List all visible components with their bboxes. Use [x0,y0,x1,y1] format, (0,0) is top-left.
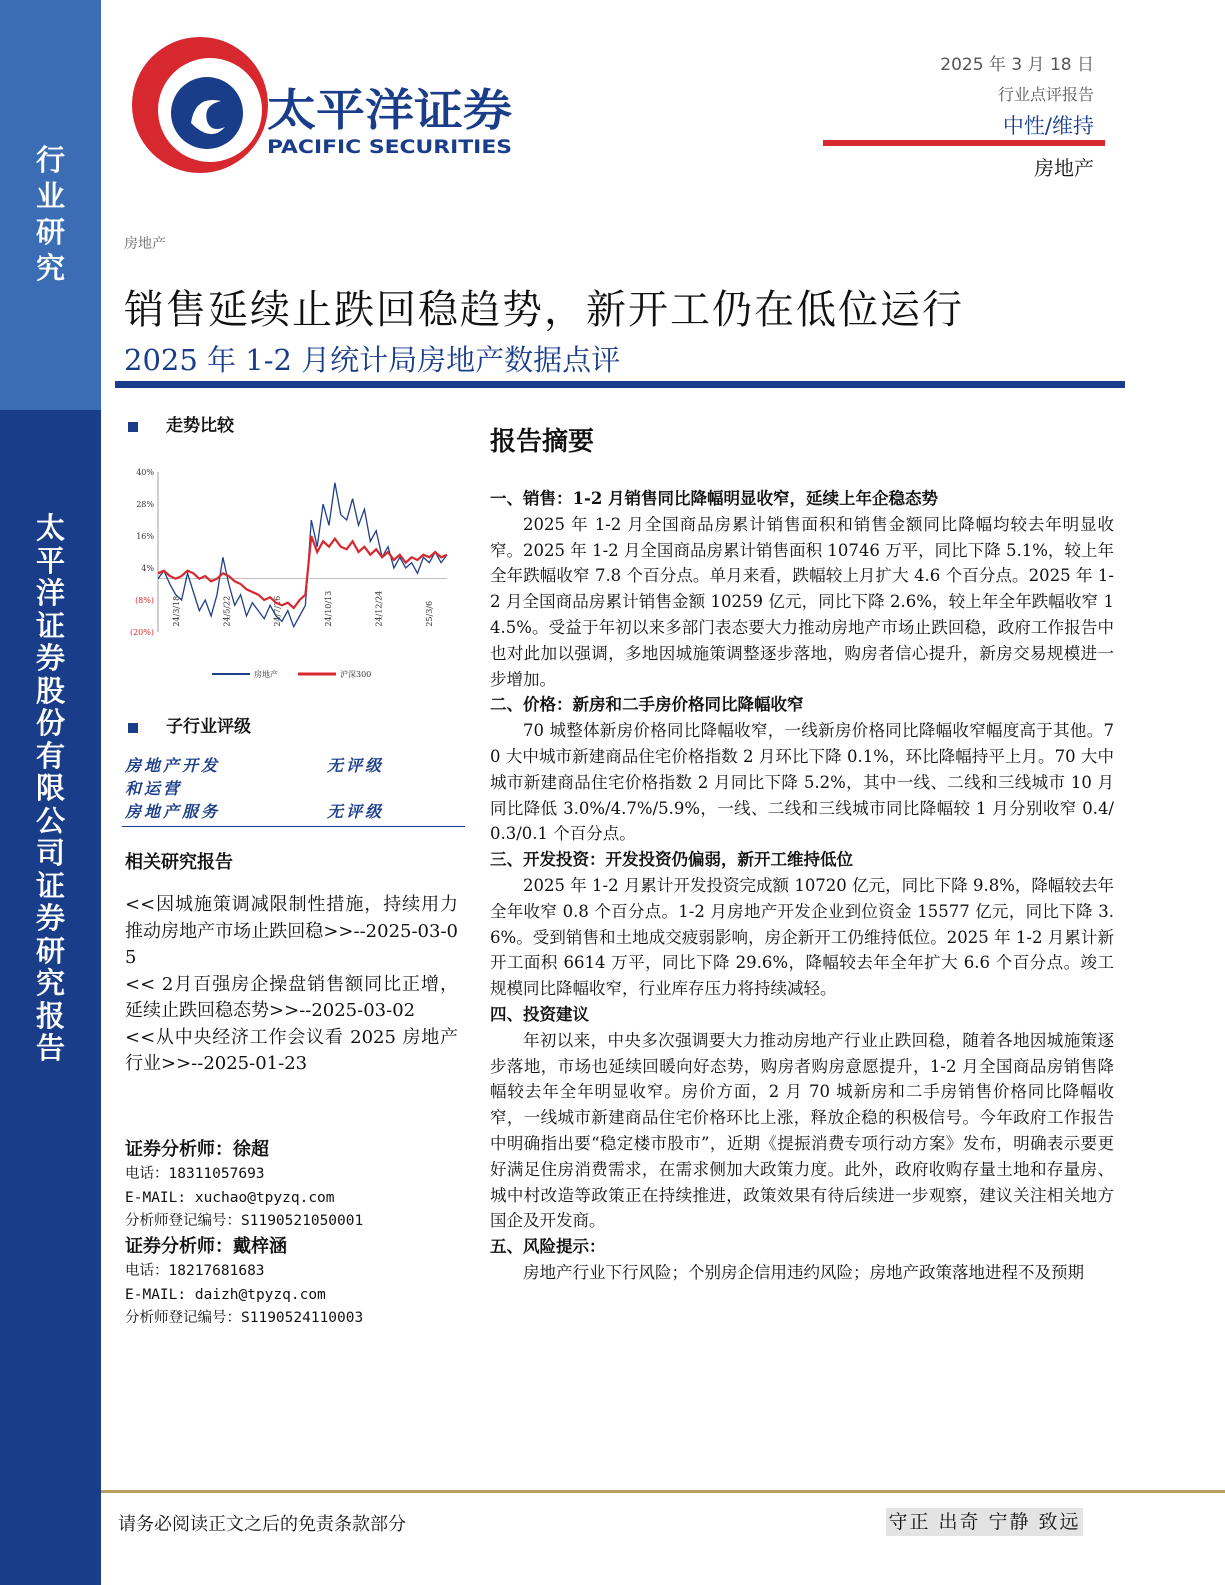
x-tick-label: 25/3/6 [425,600,434,627]
y-tick-label: 40% [136,468,154,477]
legend-label-2: 沪深300 [340,670,372,679]
y-tick-label: 4% [141,564,154,573]
analyst-name: 证券分析师：戴梓涵 [125,1236,287,1257]
x-tick-label: 24/3/18 [172,595,181,627]
square-bullet-icon [128,723,138,733]
abstract-body [490,486,1114,1286]
section-text: 年初以来，中央多次强调要大力推动房地产行业止跌回稳，随着各地因城施策逐步落地，市场也延续回暖向好态势，购房者购房意愿提升，1-2 月全国商品房销售降幅较去年全年明显收窄。房价方面，2 月 70 城新房和二手房销售价格同比降幅收窄，一线城市新建商品住宅价格环比上涨，释放企稳的积极信号。今年政府工作报告中明确指出要“稳定楼市股市”，近期《提振消费专项行动方案》发布，明确表示要更好满足住房消费需求，在需求侧加大政策力度。此外，政府收购存量土地和存量房、城中村改造等政策正在持续推进，政策效果有待后续进一步观察，建议关注相关地方国企及开发商。 [490,1030,1114,1231]
analyst-name: 证券分析师：徐超 [125,1139,269,1160]
section-heading: 三、开发投资：开发投资仍偏弱，新开工维持低位 [490,850,853,870]
table-row: 和运营 [125,779,183,798]
series-line-2 [158,536,447,608]
footer-divider [101,1490,1225,1493]
footer-motto: 守正 出奇 宁静 致远 [886,1508,1083,1536]
y-tick-label: 28% [136,500,154,509]
section-heading: 二、价格：新房和二手房价格同比降幅收窄 [490,695,804,715]
sidebar-industry-research: 行 业 研 究 [35,143,65,285]
legend-label-1: 房地产 [254,670,278,679]
title-divider [115,381,1125,388]
section-text: 房地产行业下行风险；个别房企信用违约风险；房地产政策落地进程不及预期 [523,1262,1084,1282]
related-report-link[interactable]: <<因城施策调减限制性措施，持续用力推动房地产市场止跌回稳>>--2025-03-05 [125,894,458,968]
sub-industry-table [125,754,465,823]
sub-industry-heading: 子行业评级 [128,712,251,737]
report-date: 2025 年 3 月 18 日 [940,55,1094,75]
x-tick-label: 24/7/26 [273,595,283,627]
section-text: 70 城整体新房价格同比降幅收窄，一线新房价格同比降幅收窄幅度高于其他。70 大中城市新建商品住宅价格指数 2 月环比下降 0.1%，环比降幅持平上月。70 大中城市新建商品住宅价格指数 2 月同比下降 5.2%，其中一线、二线和三线城市 10 月同比降低 3.0%/4.7%/5.9%，一线、二线和三线城市同比降幅较 1 月分别收窄 0.4/0.3/0.1 个百分点。 [490,721,1114,844]
header-industry: 房地产 [1034,156,1094,180]
analyst-block [125,1234,465,1331]
page-subtitle: 2025 年 1-2 月统计局房地产数据点评 [124,343,621,377]
rating: 中性/维持 [1002,114,1094,138]
related-report-link[interactable]: <<从中央经济工作会议看 2025 房地产行业>>--2025-01-23 [125,1026,458,1074]
trend-heading: 走势比较 [128,411,234,436]
series-line-1 [158,483,447,627]
y-tick-label: 16% [136,532,154,541]
section-text: 2025 年 1-2 月全国商品房累计销售面积和销售金额同比降幅均较去年明显收窄。2025 年 1-2 月全国商品房累计销售面积 10746 万平，同比下降 5.1%，较上年全年跌幅收窄 7.8 个百分点。单月来看，跌幅较上月扩大 4.6 个百分点。2025 年 1-2 月全国商品房累计销售金额 10259 亿元，同比下降 2.6%，较上年全年跌幅收窄 14.5%。受益于年初以来多部门表态要大力推动房地产市场止跌回稳，政府工作报告中也对此加以强调，多地因城施策调整逐步落地，购房者信心提升，新房交易规模进一步增加。 [490,514,1114,689]
related-heading: 相关研究报告 [125,852,233,873]
y-tick-label: (20%) [129,628,154,637]
section-heading: 一、销售：1-2 月销售同比降幅明显收窄，延续上年企稳态势 [490,489,939,508]
analyst-email[interactable]: E-MAIL: xuchao@tpyzq.com [125,1189,335,1206]
header-red-bar [823,140,1105,146]
analyst-reg: 分析师登记编号：S1190524110003 [125,1310,364,1326]
y-tick-label: (8%) [135,596,154,605]
section-label: 房地产 [124,236,166,252]
related-report-link[interactable]: << 2月百强房企操盘销售额同比正增，延续止跌回稳态势>>--2025-03-02 [125,973,458,1021]
square-bullet-icon [128,422,138,432]
report-type: 行业点评报告 [997,85,1094,104]
section-heading: 四、投资建议 [490,1004,589,1024]
table-row: 房地产服务 无评级 [125,802,385,821]
analyst-phone: 电话：18311057693 [125,1166,265,1182]
x-tick-label: 24/10/13 [323,590,333,627]
section-text: 2025 年 1-2 月累计开发投资完成额 10720 亿元，同比下降 9.8%，降幅较去年全年收窄 0.8 个百分点。1-2 月房地产开发企业到位资金 15577 亿元，同比下降 3.6%。受到销售和土地成交疲弱影响，房企新开工仍维持低位。2025 年 1-2 月累计新开工面积 6614 万平，同比下降 29.6%，降幅较去年全年扩大 6.6 个百分点。竣工规模同比降幅收窄，行业库存压力将持续减轻。 [490,875,1114,999]
logo-blue-disk [171,77,243,149]
table-divider [122,826,465,827]
abstract-title: 报告摘要 [490,427,595,457]
analyst-phone: 电话：18217681683 [125,1263,265,1279]
page-title: 销售延续止跌回稳趋势，新开工仍在低位运行 [124,287,964,333]
analyst-block [125,1137,465,1234]
analyst-reg: 分析师登记编号：S1190521050001 [125,1213,364,1229]
company-logo [125,25,525,175]
logo-cn: 太平洋证券 [267,85,512,136]
related-list [125,892,458,1078]
x-tick-label: 24/12/24 [374,590,384,627]
table-row: 房地产开发 无评级 [125,756,385,775]
section-heading: 五、风险提示： [490,1237,606,1257]
analyst-email[interactable]: E-MAIL: daizh@tpyzq.com [125,1286,326,1303]
sidebar-company-name: 太 平 洋 证 券 股 份 有 限 公 司 证 券 研 究 报 告 [35,511,65,1065]
logo-en: PACIFIC SECURITIES [267,136,512,158]
x-tick-label: 24/5/22 [222,595,232,627]
trend-chart [122,460,457,685]
footer-disclaimer: 请务必阅读正文之后的免责条款部分 [118,1514,406,1535]
